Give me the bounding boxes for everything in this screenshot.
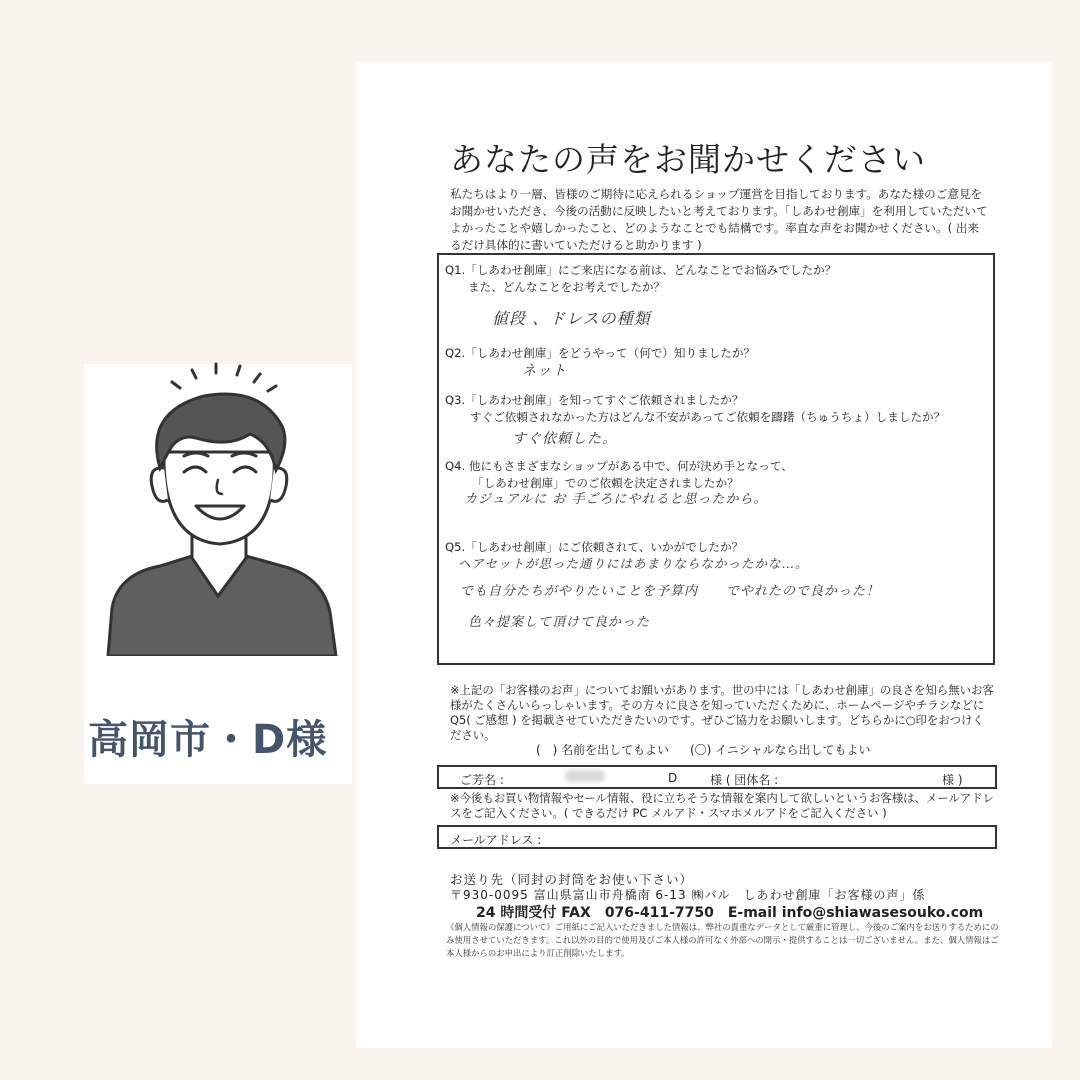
q5-answer-line1: ヘアセットが思った通りにはあまりならなかったかな…。: [458, 556, 809, 571]
q5-answer-line2: でも自分たちがやりたいことを予算内 でやれたので良かった！: [460, 584, 881, 599]
q2-question: Q2.「しあわせ創庫」をどうやって（何で）知りましたか？: [445, 346, 756, 360]
contact-info: 24 時間受付 FAX 076-411-7750 E-mail info@shiawasesouko.com: [476, 905, 984, 921]
mail-note: ※今後もお買い物情報やセール情報、役に立ちそうな情報を案内して欲しいというお客様は、メールアドレスをご記入ください。( できるだけ PC メルアド・スマホメルアドをご記入ください ): [450, 791, 994, 820]
group-name-label: 様 ( 団体名 :: [710, 773, 779, 787]
choice-initial-ok[interactable]: (〇) イニシャルなら出してもよい: [690, 743, 871, 757]
form-intro: 私たちはより一層、皆様のご期待に応えられるショップ運営を目指しております。あなた様のご意見をお聞かせいただき、今後の活動に反映したいと考えております。「しあわせ創庫」を利用していただいてよかったことや嬉しかったこと、どのようなことでも結構です。率直な声をお聞かせください。( 出来るだけ具体的に書いていただけると助かります ): [450, 187, 988, 252]
q1-answer: 値段 、ドレスの種類: [492, 309, 651, 328]
name-value[interactable]: D: [668, 771, 678, 785]
q2-answer: ネット: [522, 363, 567, 379]
mail-label: メールアドレス :: [450, 833, 542, 847]
q5-answer-line3: 色々提案して頂けて良かった: [468, 615, 651, 630]
smiling-man-illustration: [100, 360, 340, 656]
q3-answer: すぐ依頼した。: [512, 431, 617, 447]
q1-question-line2: また、どんなことをお考えでしたか？: [468, 280, 666, 294]
q4-question: Q4. 他にもさまざまなショップがある中で、何が決め手となって、: [445, 459, 793, 473]
avatar: [100, 360, 340, 656]
q3-question: Q3.「しあわせ創庫」を知ってすぐご依頼されましたか？: [445, 393, 744, 407]
q5-question: Q5.「しあわせ創庫」にご依頼されて、いかがでしたか？: [445, 540, 744, 554]
q1-question: Q1.「しあわせ創庫」にご来店になる前は、どんなことでお悩みでしたか？: [445, 263, 837, 277]
choice-name-ok[interactable]: ( ) 名前を出してもよい: [536, 743, 670, 757]
q4-question-line2: 「しあわせ創庫」でのご依頼を決定されましたか？: [472, 476, 739, 490]
q3-question-line2: すぐご依頼されなかった方はどんな不安があってご依頼を躊躇（ちゅうちょ）しましたか？: [470, 410, 946, 424]
customer-name: 高岡市・D様: [88, 717, 328, 763]
group-name-end: 様 ): [942, 773, 963, 787]
privacy-notice: 《個人情報の保護について》ご用紙にご記入いただきました情報は、弊社の貴重なデータとして厳重に管理し、今後のご案内をお送りするためにのみ使用させていただきます。これ以外の目的で使用及びご本人様の許可なく外部への開示・提供することは一切ございません。また、個人情報はご本人様からのお申出により訂正削除いたします。: [446, 922, 999, 958]
send-to-heading: お送り先（同封の封筒をお使い下さい）: [450, 872, 694, 887]
redacted-name: [565, 770, 605, 782]
postal-address: 〒930-0095 富山県富山市舟橋南 6-13 ㈱バル しあわせ創庫「お客様の声」係: [450, 888, 926, 902]
form-title: あなたの声をお聞かせください: [450, 140, 926, 179]
publication-request-note: ※上記の「お客様のお声」についてお願いがあります。世の中には「しあわせ創庫」の良さを知ら無いお客様がたくさんいらっしゃいます。その方々に良さを知っていただくために、ホームページやチラシなどに Q5( ご感想 ) を掲載させていただきたいのです。ぜひご協力をお願いします。どちらかに○印をおつけください。: [450, 683, 994, 742]
q4-answer: カジュアルに お 手ごろにやれると思ったから。: [464, 492, 768, 507]
name-label: ご芳名 :: [460, 773, 504, 787]
